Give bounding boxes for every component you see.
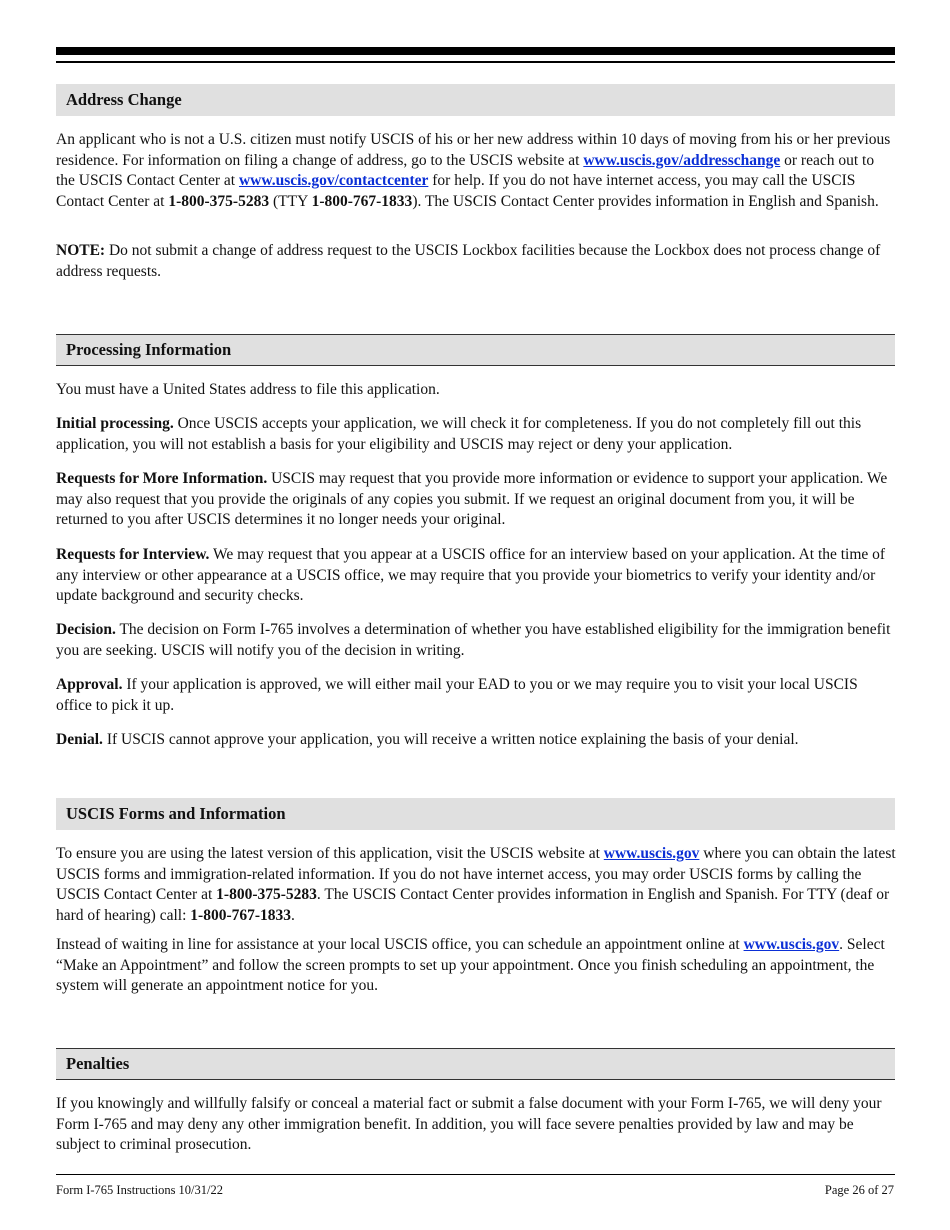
paragraph (56, 241, 896, 282)
bold-text: Initial processing. (56, 415, 174, 432)
footer-rule (56, 1174, 895, 1175)
text: Instead of waiting in line for assistance at your local USCIS office, you can schedule an appointment online at (56, 936, 744, 953)
bold-text: Requests for More Information. (56, 470, 268, 487)
section-header-uscis-forms: USCIS Forms and Information (56, 798, 895, 830)
paragraph (56, 935, 896, 997)
text: If you knowingly and willfully falsify or conceal a material fact or submit a false document with your Form I-765, we will deny your Form I-765 and may deny any other immigration benefit. In addition, you will face severe penalties provided by law and may be subject to criminal prosecution. (56, 1095, 882, 1154)
text: USCIS may request that you provide more information or evidence to support your application. We may also request that you provide the originals of any copies you submit. If we request an original document from you, it will be returned to you after USCIS determines it no longer needs your original. (56, 470, 888, 529)
footer-form-id: Form I-765 Instructions 10/31/22 (56, 1183, 224, 1197)
section-header-penalties: Penalties (56, 1048, 895, 1080)
text: The decision on Form I-765 involves a determination of whether you have established eligibility for the immigration benefit you are seeking. USCIS will notify you of the decision in writing. (56, 621, 891, 659)
text: where you can obtain the latest USCIS forms and immigration-related information. If you do not have internet access, you may order USCIS forms by calling the USCIS Contact Center at (56, 845, 896, 904)
paragraph (56, 620, 896, 661)
bold-text: Approval. (56, 676, 123, 693)
bold-text: NOTE: (56, 242, 106, 259)
link[interactable]: www.uscis.gov (743, 936, 840, 953)
paragraph (56, 730, 896, 751)
bold-text: Denial. (56, 731, 103, 748)
top-rule-thick (56, 47, 895, 55)
text: ). The USCIS Contact Center provides information in English and Spanish. (412, 192, 879, 210)
text: If your application is approved, we will either mail your EAD to you or we may require you to visit your local USCIS office to pick it up. (56, 676, 858, 714)
text: If USCIS cannot approve your application, you will receive a written notice explaining the basis of your denial. (102, 731, 799, 748)
text: . (291, 906, 295, 924)
link[interactable]: www.uscis.gov/contactcenter (238, 172, 429, 190)
paragraph (56, 414, 896, 455)
bold-text: 1-800-767-1833 (190, 906, 292, 924)
paragraph (56, 675, 896, 716)
paragraph (56, 844, 896, 926)
text: for help. If you do not have internet access, you may call the USCIS Contact Center at (56, 172, 856, 210)
paragraph (56, 545, 896, 607)
text: . The USCIS Contact Center provides information in English and Spanish. For TTY (deaf or hard of hearing) call: (56, 886, 890, 924)
bold-text: 1-800-375-5283 (168, 192, 270, 210)
text: An applicant who is not a U.S. citizen must notify USCIS of his or her new address within 10 days of moving from his or her previous residence. For information on filing a change of address, go to the USCIS website at (56, 131, 891, 169)
top-rule-thin (56, 61, 895, 63)
text: To ensure you are using the latest version of this application, visit the USCIS website at (56, 845, 604, 862)
footer-page-number: Page 26 of 27 (824, 1183, 894, 1197)
bold-text: 1-800-767-1833 (311, 192, 413, 210)
text: or reach out to the USCIS Contact Center at (56, 151, 875, 190)
text: Do not submit a change of address request to the USCIS Lockbox facilities because the Lockbox does not process change of address requests. (56, 242, 881, 280)
bold-text: 1-800-375-5283 (216, 886, 317, 904)
section-header-processing-information: Processing Information (56, 334, 895, 366)
text: We may request that you appear at a USCIS office for an interview based on your application. At the time of any interview or other appearance at a USCIS office, we may require that you provide your biometrics to verify your identity and/or update background and security checks. (56, 546, 886, 605)
link[interactable]: www.uscis.gov (603, 845, 700, 862)
text: Once USCIS accepts your application, we will check it for completeness. If you do not completely fill out this application, you will not establish a basis for your eligibility and USCIS may reject or deny your application. (56, 415, 862, 453)
section-header-address-change: Address Change (56, 84, 895, 116)
text: (TTY (269, 192, 312, 210)
bold-text: Requests for Interview. (56, 546, 210, 563)
text: You must have a United States address to file this application. (56, 381, 440, 398)
link[interactable]: www.uscis.gov/addresschange (583, 151, 781, 169)
paragraph (56, 130, 896, 212)
bold-text: Decision. (56, 621, 116, 638)
paragraph (56, 380, 896, 401)
paragraph (56, 469, 896, 531)
text: . Select “Make an Appointment” and follow the screen prompts to set up your appointment. Once you finish scheduling an appointment, the system will generate an appointment notice for you. (56, 936, 885, 995)
paragraph (56, 1094, 896, 1156)
